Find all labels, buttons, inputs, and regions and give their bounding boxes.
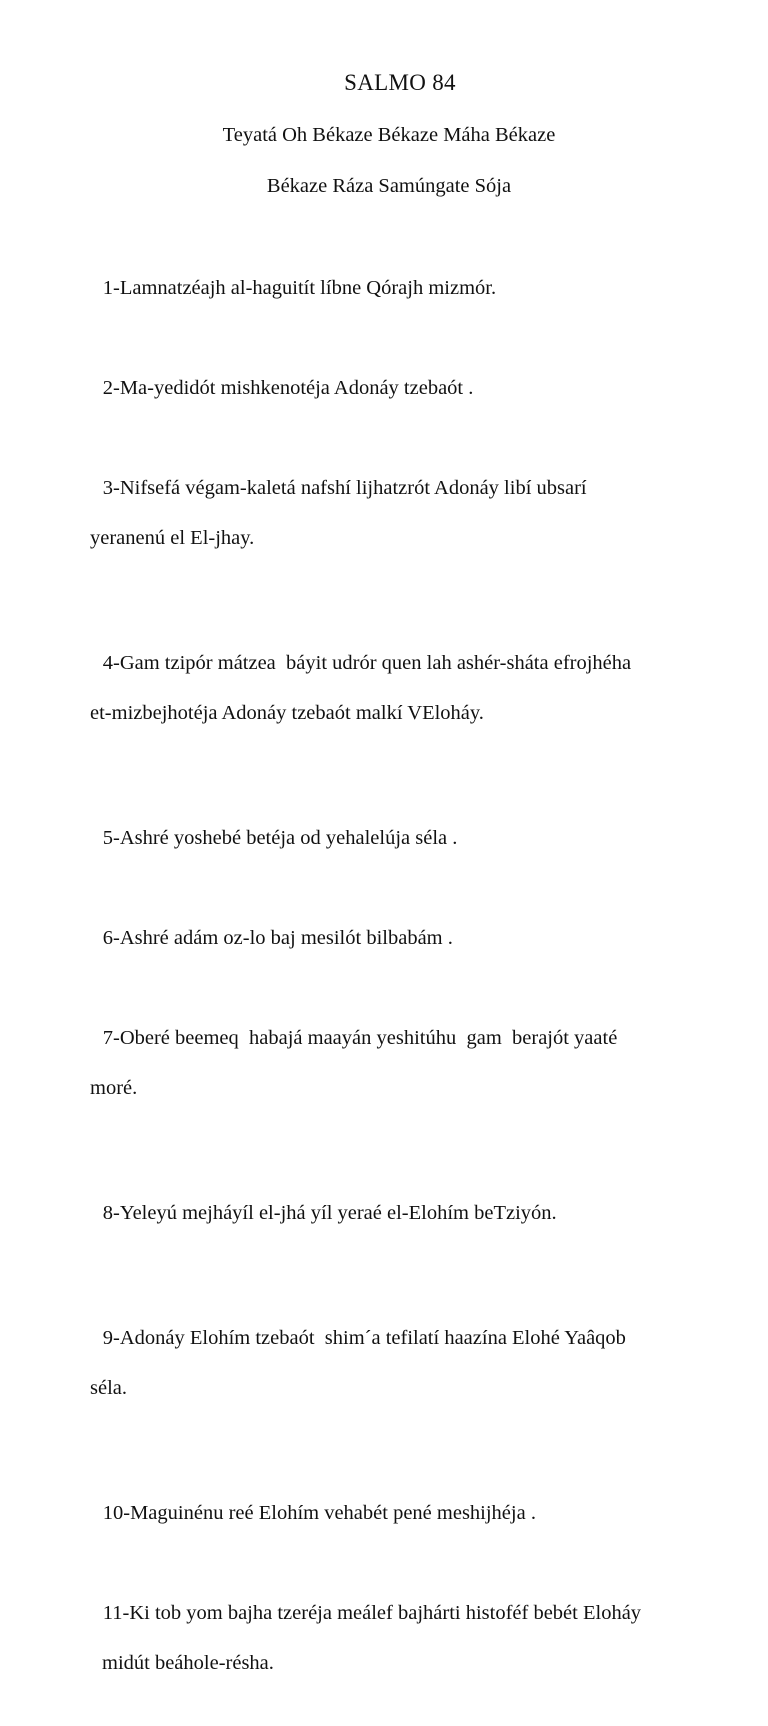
verse-continuation: midút beáhole-résha. xyxy=(102,1652,274,1674)
subtitle-2: Békaze Ráza Samúngate Sója xyxy=(266,175,512,197)
verse-continuation: séla. xyxy=(90,1377,127,1399)
verse-3 xyxy=(72,451,712,601)
verse-2 xyxy=(72,351,712,426)
verse-list xyxy=(72,251,712,1726)
verse-5 xyxy=(72,801,712,876)
page-title: SALMO 84 xyxy=(344,70,456,95)
verse-10 xyxy=(72,1476,712,1551)
verse-line: 8-Yeleyú mejháyíl el-jhá yíl yeraé el-Elohím beTziyón. xyxy=(102,1202,557,1224)
verse-line: 4-Gam tzipór mátzea báyit udrór quen lah ashér-sháta efrojhéha xyxy=(102,652,632,674)
verse-line: 1-Lamnatzéajh al-haguitít líbne Qórajh mizmór. xyxy=(102,277,497,299)
verse-line: 7-Oberé beemeq habajá maayán yeshitúhu gam berajót yaaté xyxy=(102,1027,618,1049)
verse-line: 11-Ki tob yom bajha tzeréja meálef bajhárti histoféf bebét Eloháy xyxy=(102,1602,642,1624)
subtitle-1: Teyatá Oh Békaze Békaze Máha Békaze xyxy=(222,124,556,146)
verse-4 xyxy=(72,626,712,776)
verse-continuation: et-mizbejhotéja Adonáy tzebaót malkí VEloháy. xyxy=(90,702,484,724)
verse-11 xyxy=(72,1576,712,1726)
verse-line: 9-Adonáy Elohím tzebaót shim´a tefilatí haazína Elohé Yaâqob xyxy=(102,1327,626,1349)
verse-line: 3-Nifsefá végam-kaletá nafshí lijhatzrót Adonáy libí ubsarí xyxy=(102,477,587,499)
verse-8 xyxy=(72,1176,712,1251)
verse-line: 10-Maguinénu reé Elohím vehabét pené meshijhéja . xyxy=(102,1502,536,1524)
verse-line: 5-Ashré yoshebé betéja od yehalelúja séla . xyxy=(102,827,458,849)
verse-line: 6-Ashré adám oz-lo baj mesilót bilbabám . xyxy=(102,927,453,949)
verse-6 xyxy=(72,901,712,976)
verse-continuation: yeranenú el El-jhay. xyxy=(90,527,255,549)
verse-9 xyxy=(72,1301,712,1451)
verse-line: 2-Ma-yedidót mishkenotéja Adonáy tzebaót . xyxy=(102,377,474,399)
verse-1 xyxy=(72,251,712,326)
verse-continuation: moré. xyxy=(90,1077,138,1099)
